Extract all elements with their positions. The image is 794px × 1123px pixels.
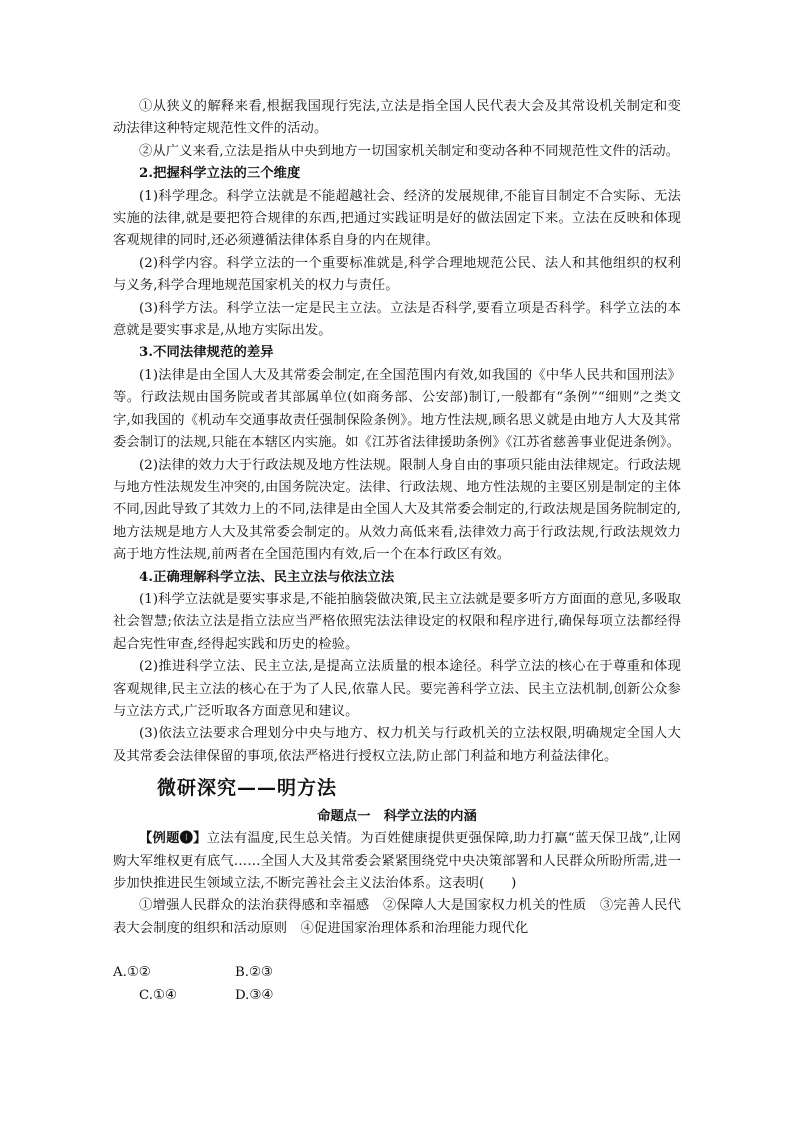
option-b[interactable]: B.②③	[235, 965, 273, 981]
paragraph-understanding-2: (2)推进科学立法、民主立法,是提高立法质量的根本途径。科学立法的核心在于尊重和体现客观规律,民主立法的核心在于为了人民,依靠人民。要完善科学立法、民主立法机制,创新公众参与立法方式,广泛听取各方面意见和建议。	[113, 659, 681, 719]
example-text: 立法有温度,民生总关情。为百姓健康提供更强保障,助力打赢“蓝天保卫战”,让网购大军维权更有底气……全国人大及其常委会紧紧围绕党中央决策部署和人民群众所盼所需,进一步加快推进民生领域立法,不断完善社会主义法治体系。这表明( )	[113, 831, 681, 891]
paragraph-understanding-1: (1)科学立法就是要实事求是,不能拍脑袋做决策,民主立法就是要多听方方面面的意见,多吸取社会智慧;依法立法是指立法应当严格依照宪法法律设定的权限和程序进行,确保每项立法都经得起合宪性审查,经得起实践和历史的检验。	[113, 591, 681, 652]
paragraph-understanding-3: (3)依法立法要求合理划分中央与地方、权力机关与行政机关的立法权限,明确规定全国人大及其常委会法律保留的事项,依法严格进行授权立法,防止部门利益和地方利益法律化。	[113, 726, 681, 764]
heading-understanding-legislation: 4.正确理解科学立法、民主立法与依法立法	[139, 569, 395, 585]
paragraph-broad-definition: ②从广义来看,立法是指从中央到地方一切国家机关制定和变动各种不同规范性文件的活动。	[139, 143, 680, 159]
paragraph-law-types: (1)法律是由全国人大及其常委会制定,在全国范围内有效,如我国的《中华人民共和国刑法》等。行政法规由国务院或者其部属单位(如商务部、公安部)制订,一般都有“条例”“细则”之类文字,如我国的《机动车交通事故责任强制保险条例》。地方性法规,顾名思义就是由地方人大及其常委会制订的法规,只能在本辖区内实施。如《江苏省法律援助条例》《江苏省慈善事业促进条例》。	[113, 367, 681, 451]
example-statements: ①增强人民群众的法治获得感和幸福感 ②保障人大是国家权力机关的性质 ③完善人民代表大会制度的组织和活动原则 ④促进国家治理体系和治理能力现代化	[113, 898, 681, 936]
example-label: 【例题❶】	[139, 831, 207, 847]
options-row-1	[113, 962, 681, 984]
options-row-2	[113, 985, 681, 1007]
example-question	[113, 828, 681, 895]
paragraph-narrow-definition: ①从狭义的解释来看,根据我国现行宪法,立法是指全国人民代表大会及其常设机关制定和变动法律这种特定规范性文件的活动。	[113, 99, 681, 137]
paragraph-scientific-concept: (1)科学理念。科学立法就是不能超越社会、经济的发展规律,不能盲目制定不合实际、无法实施的法律,就是要把符合规律的东西,把通过实践证明是好的做法固定下来。立法在反映和体现客观规律的同时,还必须遵循法律体系自身的内在规律。	[113, 188, 681, 249]
answer-options	[113, 962, 681, 1007]
section-title: 微研深究——明方法	[157, 777, 338, 800]
paragraph-scientific-method: (3)科学方法。科学立法一定是民主立法。立法是否科学,要看立项是否科学。科学立法的本意就是要实事求是,从地方实际出发。	[113, 300, 681, 339]
option-a[interactable]: A.①②	[113, 965, 151, 981]
option-c[interactable]: C.①④	[139, 987, 177, 1003]
document-body	[113, 96, 681, 1007]
paragraph-scientific-content: (2)科学内容。科学立法的一个重要标准就是,科学合理地规范公民、法人和其他组织的权利与义务,科学合理地规范国家机关的权力与责任。	[113, 255, 681, 294]
paragraph-law-effect: (2)法律的效力大于行政法规及地方性法规。限制人身自由的事项只能由法律规定。行政法规与地方性法规发生冲突的,由国务院决定。法律、行政法规、地方性法规的主要区别是制定的主体不同,因此导致了其效力上的不同,法律是由全国人大及其常委会制定的,行政法规是国务院制定的,地方法规是地方人大及其常委会制定的。从效力高低来看,法律效力高于行政法规,行政法规效力高于地方性法规,前两者在全国范围内有效,后一个在本行政区有效。	[113, 457, 681, 563]
option-d[interactable]: D.③④	[235, 987, 274, 1003]
heading-norm-differences: 3.不同法律规范的差异	[139, 345, 274, 361]
heading-three-dimensions: 2.把握科学立法的三个维度	[139, 166, 301, 182]
point-title: 命题点一 科学立法的内涵	[317, 809, 477, 825]
